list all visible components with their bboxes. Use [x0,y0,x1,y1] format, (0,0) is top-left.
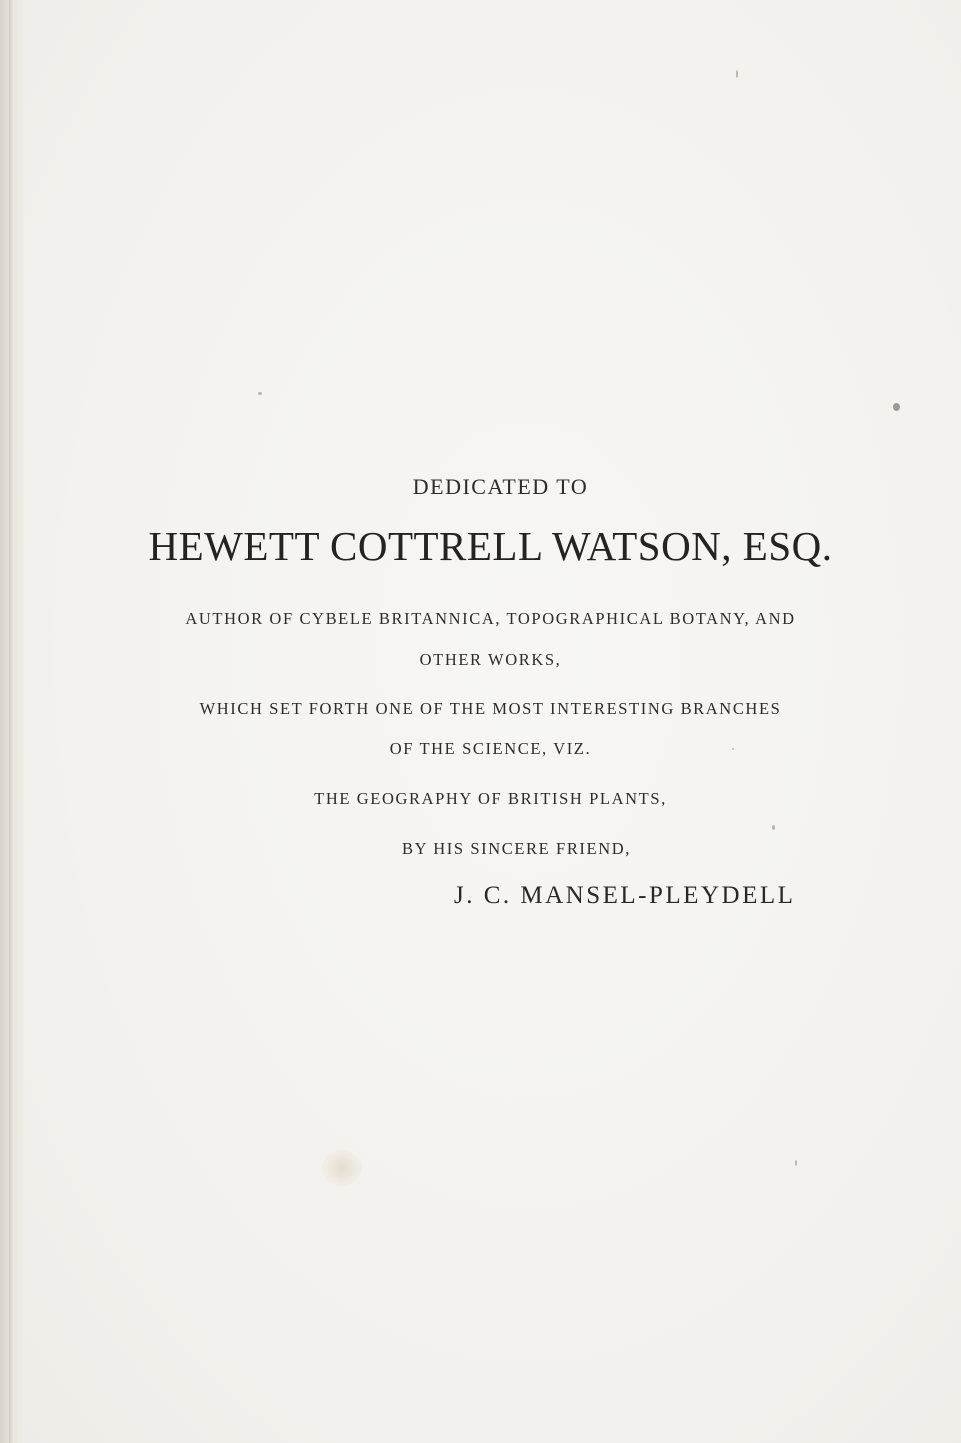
paper-speck [258,392,262,395]
dedication-heading: DEDICATED TO [412,474,589,499]
dedication-line-branches: WHICH SET FORTH ONE OF THE MOST INTERESTING BRANCHES [199,699,782,718]
signature-name: J. C. MANSEL-PLEYDELL [454,882,796,909]
dedication-line-geography: THE GEOGRAPHY OF BRITISH PLANTS, [314,789,667,808]
gutter-edge [9,0,12,1443]
dedication-line-friend: BY HIS SINCERE FRIEND, [402,839,631,858]
paper-speck [893,403,900,411]
paper-stain [322,1150,362,1186]
dedication-line-science: OF THE SCIENCE, VIZ. [389,739,592,758]
dedication-line-author: AUTHOR OF CYBELE BRITANNICA, TOPOGRAPHICAL BOTANY, AND [185,609,796,628]
page-gutter [0,0,24,1443]
dedication-line-other-works: OTHER WORKS, [419,650,562,669]
paper-speck [772,825,775,830]
paper-speck [736,70,738,78]
honoree-name: HEWETT COTTRELL WATSON, ESQ. [148,523,833,569]
paper-speck [795,1160,797,1166]
